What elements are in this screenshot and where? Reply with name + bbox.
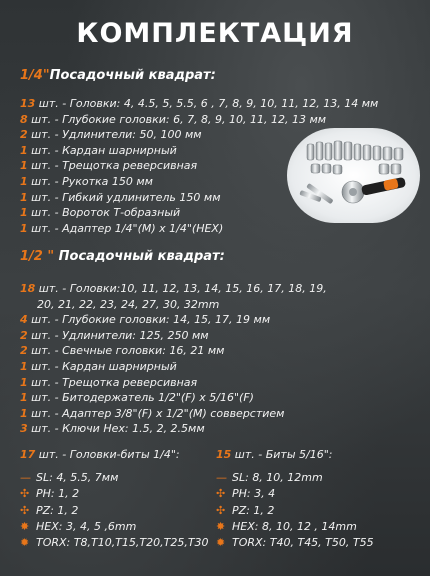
bits-right-column <box>216 447 374 551</box>
bit-text: SL: 4, 5.5, 7мм <box>36 471 119 484</box>
item-quantity: 2 <box>20 128 28 142</box>
item-text: 20, 21, 22, 23, 24, 27, 30, 32mm <box>37 297 220 311</box>
bit-item <box>216 486 374 502</box>
bit-type-icon: ✸ <box>216 519 226 533</box>
section-2-title: Посадочный квадрат: <box>54 249 225 264</box>
list-item <box>20 359 420 375</box>
bit-type-icon: ✹ <box>20 536 30 550</box>
item-text: шт. - Головки:10, 11, 12, 13, 14, 15, 16, 17, 18, 19, <box>35 282 327 295</box>
item-text: шт. - Рукотка 150 мм <box>27 174 153 188</box>
item-text: шт. - Головки: 4, 4.5, 5, 5.5, 6 , 7, 8, 9, 10, 11, 12, 13, 14 мм <box>35 97 379 110</box>
bit-item <box>216 535 374 551</box>
list-item <box>20 343 420 359</box>
item-text: шт. - Удлинители: 125, 250 мм <box>27 328 209 342</box>
item-quantity: 1 <box>20 143 28 157</box>
bit-type-icon: ✸ <box>20 519 30 533</box>
item-quantity: 1 <box>20 206 28 220</box>
bit-type-icon: ✣ <box>20 487 30 501</box>
item-text: шт. - Ключи Hex: 1.5, 2, 2.5мм <box>27 422 205 436</box>
bits-left-list <box>20 470 209 551</box>
item-quantity: 2 <box>20 328 28 342</box>
bit-text: HEX: 8, 10, 12 , 14mm <box>232 519 357 533</box>
item-quantity: 1 <box>20 174 28 188</box>
item-quantity: 1 <box>20 159 28 173</box>
list-item <box>20 328 420 344</box>
item-quantity: 1 <box>20 375 28 389</box>
bits-right-title: шт. - Биты 5/16": <box>231 448 333 461</box>
bit-type-icon: ✹ <box>216 536 226 550</box>
bit-item <box>20 503 209 519</box>
list-item <box>20 375 420 391</box>
list-item <box>20 112 420 128</box>
bits-right-count: 15 <box>216 448 232 461</box>
list-item <box>20 297 420 313</box>
list-item <box>20 406 420 422</box>
bit-text: PH: 1, 2 <box>36 487 80 501</box>
list-item <box>20 421 420 437</box>
item-quantity: 4 <box>20 313 28 327</box>
item-text: шт. - Глубокие головки: 6, 7, 8, 9, 10, 11, 12, 13 мм <box>27 112 327 126</box>
item-quantity: 1 <box>20 359 28 373</box>
item-text: шт. - Кардан шарнирный <box>27 359 177 373</box>
bit-item <box>20 519 209 535</box>
item-text: шт. - Битодержатель 1/2"(F) x 5/16"(F) <box>27 391 254 405</box>
bits-right-list <box>216 470 374 551</box>
item-quantity: 13 <box>20 97 36 110</box>
bit-item <box>216 470 374 486</box>
bit-item <box>20 486 209 502</box>
bit-item <box>216 503 374 519</box>
item-quantity: 1 <box>20 406 28 420</box>
section-1-size: 1/4" <box>20 68 50 83</box>
item-quantity: 1 <box>20 391 28 405</box>
bit-text: PZ: 1, 2 <box>232 503 275 517</box>
section-1-title: Посадочный квадрат: <box>49 68 216 83</box>
page-title: КОМПЛЕКТАЦИЯ <box>76 18 354 49</box>
item-text: шт. - Трещотка реверсивная <box>27 159 198 173</box>
section-2-list <box>20 281 420 437</box>
item-text: шт. - Удлинители: 50, 100 мм <box>27 128 202 142</box>
bits-left-title: шт. - Головки-биты 1/4": <box>35 448 180 461</box>
list-item <box>20 312 420 328</box>
item-text: шт. - Адаптер 1/4"(M) x 1/4"(HEX) <box>27 221 224 235</box>
item-text: шт. - Трещотка реверсивная <box>27 375 198 389</box>
list-item <box>20 221 420 237</box>
bit-item <box>20 535 209 551</box>
item-text: шт. - Вороток Т-образный <box>27 206 181 220</box>
item-quantity: 8 <box>20 112 28 126</box>
item-quantity: 3 <box>20 422 28 436</box>
section-1-heading <box>20 68 216 83</box>
bit-text: TORX: T8,T10,T15,T20,T25,T30 <box>36 536 209 550</box>
bits-left-heading <box>20 447 209 463</box>
bit-text: TORX: T40, T45, T50, T55 <box>232 536 374 550</box>
bits-left-count: 17 <box>20 448 36 461</box>
bit-text: SL: 8, 10, 12mm <box>232 471 323 484</box>
bit-type-icon: ✣ <box>20 503 30 517</box>
item-quantity: 1 <box>20 221 28 235</box>
bit-type-icon: ✣ <box>216 487 226 501</box>
bits-right-heading <box>216 447 374 463</box>
section-2-heading <box>20 249 225 264</box>
bit-text: PH: 3, 4 <box>232 487 276 501</box>
item-quantity: 18 <box>20 282 36 295</box>
bits-left-column <box>20 447 209 551</box>
bit-text: PZ: 1, 2 <box>36 503 79 517</box>
item-quantity: 1 <box>20 190 28 204</box>
item-text: шт. - Глубокие головки: 14, 15, 17, 19 мм <box>27 313 271 327</box>
bit-item <box>216 519 374 535</box>
item-quantity: 2 <box>20 344 28 358</box>
section-2-size: 1/2 " <box>20 249 55 264</box>
bit-type-icon: — <box>20 471 31 484</box>
list-item <box>20 281 420 297</box>
item-text: шт. - Гибкий удлинитель 150 мм <box>27 190 221 204</box>
list-item <box>20 96 420 112</box>
sockets-row <box>307 141 403 174</box>
tool-set-image <box>287 128 420 223</box>
bit-type-icon: ✣ <box>216 503 226 517</box>
extension-bars <box>299 183 333 204</box>
item-text: шт. - Адаптер 3/8"(F) x 1/2"(M) совверстием <box>27 406 285 420</box>
ratchet <box>342 177 406 203</box>
bit-text: HEX: 3, 4, 5 ,6mm <box>36 519 137 533</box>
item-text: шт. - Кардан шарнирный <box>27 143 177 157</box>
item-text: шт. - Свечные головки: 16, 21 мм <box>27 344 225 358</box>
list-item <box>20 390 420 406</box>
product-photo <box>287 128 420 223</box>
bit-item <box>20 470 209 486</box>
bit-type-icon: — <box>216 471 227 484</box>
